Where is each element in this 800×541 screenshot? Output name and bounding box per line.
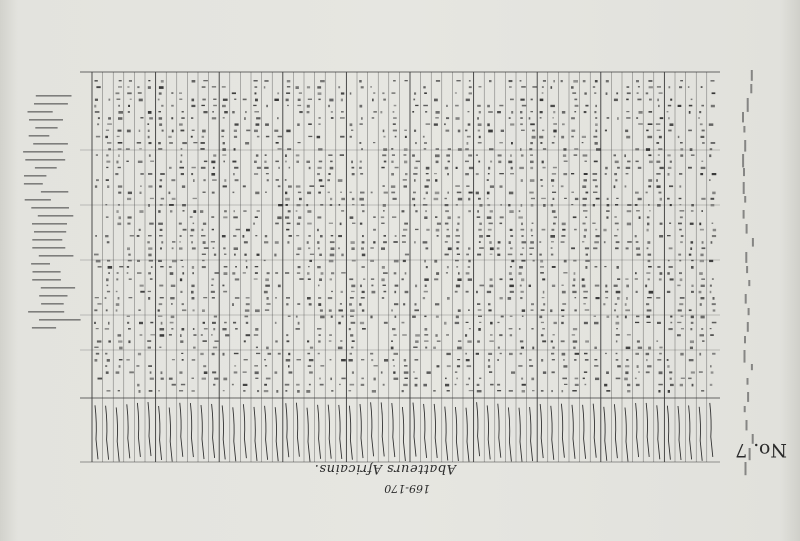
sheet-title: Abatteurs Africains. bbox=[314, 461, 456, 476]
page-range: 169-170 bbox=[384, 482, 430, 495]
sheet-number: No. 7 bbox=[735, 439, 787, 461]
